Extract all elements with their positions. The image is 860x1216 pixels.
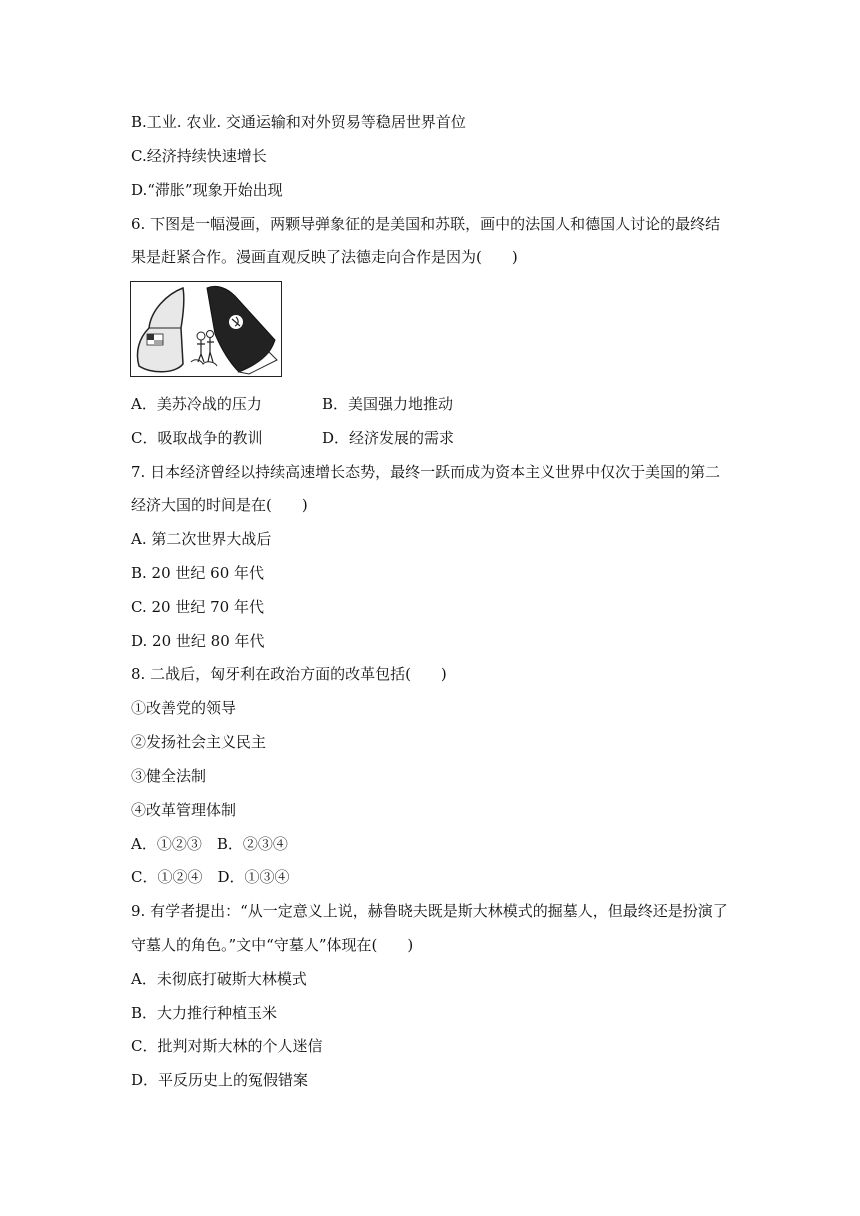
question-7-line-2: 经济大国的时间是在( ) [131,496,308,514]
q6-option-a: A．美苏冷战的压力 [131,395,262,413]
q8-options-cd: C．①②④ D．①③④ [131,868,290,886]
q8-item-4: ④改革管理体制 [131,801,237,819]
question-9-line-1: 9. 有学者提出：“从一定意义上说，赫鲁晓夫既是斯大林模式的掘墓人，但最终还是扮演了 [131,902,728,920]
q6-option-c: C．吸取战争的教训 [131,429,263,447]
q7-option-a: A. 第二次世界大战后 [131,530,272,548]
q8-options-ab: A．①②③ B．②③④ [131,835,288,853]
q9-option-b: B．大力推行种植玉米 [131,1004,278,1022]
line-q5-option-b: B.工业. 农业. 交通运输和对外贸易等稳居世界首位 [131,113,466,131]
line-q5-option-d: D.“滞胀”现象开始出现 [131,181,283,199]
question-6-line-2: 果是赶紧合作。漫画直观反映了法德走向合作是因为( ) [131,248,518,266]
q9-option-c: C．批判对斯大林的个人迷信 [131,1037,323,1055]
question-9-line-2: 守墓人的角色。”文中“守墓人”体现在( ) [131,936,414,954]
q8-item-2: ②发扬社会主义民主 [131,733,267,751]
q6-option-b: B．美国强力地推动 [322,395,454,413]
q7-option-d: D. 20 世纪 80 年代 [131,632,265,650]
q7-option-c: C. 20 世纪 70 年代 [131,598,264,616]
question-7-line-1: 7. 日本经济曾经以持续高速增长态势，最终一跃而成为资本主义世界中仅次于美国的第二 [131,463,721,481]
q7-option-b: B. 20 世纪 60 年代 [131,564,265,582]
q6-option-d: D．经济发展的需求 [322,429,455,447]
q6-options-row-2 [131,428,454,448]
line-q5-option-c: C.经济持续快速增长 [131,147,267,165]
question-8: 8. 二战后，匈牙利在政治方面的改革包括( ) [131,665,447,683]
q8-item-3: ③健全法制 [131,767,207,785]
question-6-line-1: 6. 下图是一幅漫画，两颗导弹象征的是美国和苏联，画中的法国人和德国人讨论的最终结 [131,215,721,233]
q6-options-row-1 [131,394,453,414]
q8-item-1: ①改善党的领导 [131,699,237,717]
missile-cartoon-image [130,281,282,377]
q9-option-d: D．平反历史上的冤假错案 [131,1071,309,1089]
q9-option-a: A．未彻底打破斯大林模式 [131,970,307,988]
